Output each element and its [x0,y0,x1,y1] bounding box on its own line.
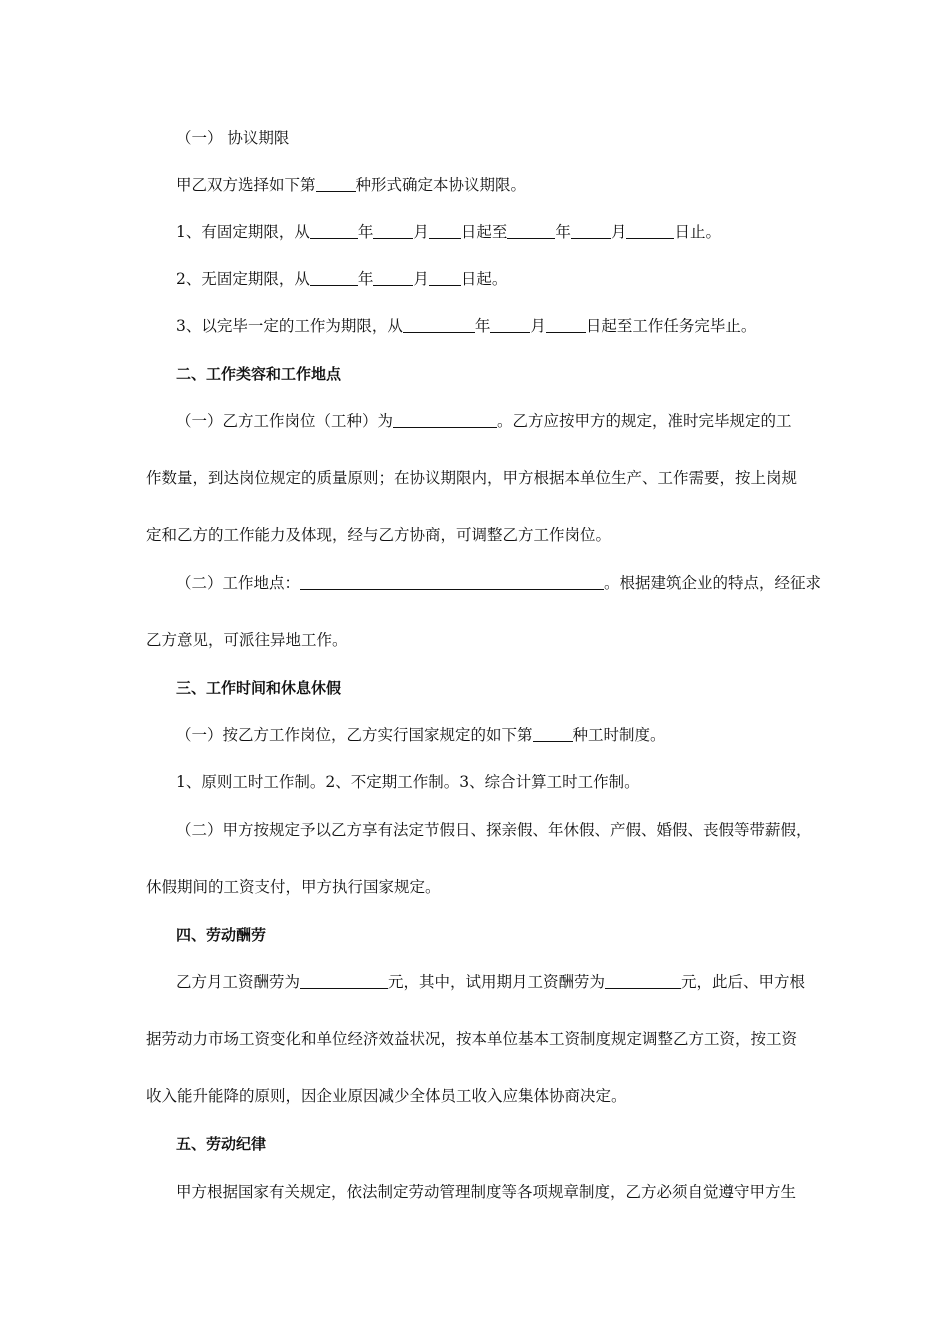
blank-line [310,222,358,239]
blank-line [626,222,674,239]
section-heading: 二、工作类容和工作地点 [176,365,342,383]
blank-line [605,972,681,989]
blank-line [300,573,604,590]
section-heading: 四、劳动酬劳 [176,926,267,944]
blank-line [429,222,461,239]
section-heading: 五、劳动纪律 [176,1135,267,1153]
paragraph-continuation: 休假期间的工资支付，甲方执行国家规定。 [146,878,441,896]
section-heading: 三、工作时间和休息休假 [176,679,342,697]
paragraph [176,127,289,149]
paragraph-continuation: 作数量，到达岗位规定的质量原则；在协议期限内，甲方根据本单位生产、工作需要，按上岗规 [146,469,798,487]
paragraph: 1、有固定期限，从 年 月 日起至 年 月 日止。 [176,223,721,241]
paragraph: （一）乙方工作岗位（工种）为 。乙方应按甲方的规定，准时完毕规定的工 [176,412,792,430]
paragraph: （一）按乙方工作岗位，乙方实行国家规定的如下第 种工时制度。 [176,726,666,744]
paragraph: 2、无固定期限，从 年 月 日起。 [176,270,508,288]
blank-line [373,222,413,239]
paragraph-continuation: 乙方意见，可派往异地工作。 [146,631,348,649]
paragraph: 3、以完毕一定的工作为期限，从 年 月 日起至工作任务完毕止。 [176,317,757,335]
paragraph: （二）工作地点： 。根据建筑企业的特点，经征求 [176,574,822,592]
paragraph: 甲乙双方选择如下第 种形式确定本协议期限。 [176,176,527,194]
blank-line [373,269,413,286]
blank-line [429,269,461,286]
blank-line [533,725,573,742]
blank-line [310,269,358,286]
blank-line [403,316,475,333]
blank-line [546,316,586,333]
paragraph-continuation: 收入能升能降的原则，因企业原因减少全体员工收入应集体协商决定。 [146,1087,627,1105]
blank-line [393,411,497,428]
section-title: （一） 协议期限 [176,129,290,147]
blank-line [316,175,356,192]
blank-line [507,222,555,239]
blank-line [490,316,530,333]
blank-line [571,222,611,239]
paragraph: （二）甲方按规定予以乙方享有法定节假日、探亲假、年休假、产假、婚假、丧假等带薪假， [176,821,812,839]
paragraph-continuation: 定和乙方的工作能力及体现，经与乙方协商，可调整乙方工作岗位。 [146,526,612,544]
blank-line [300,972,388,989]
paragraph: 乙方月工资酬劳为 元，其中，试用期月工资酬劳为 元，此后、甲方根 [176,973,806,991]
paragraph: 甲方根据国家有关规定，依法制定劳动管理制度等各项规章制度，乙方必须自觉遵守甲方生 [176,1183,797,1201]
paragraph-continuation: 据劳动力市场工资变化和单位经济效益状况，按本单位基本工资制度规定调整乙方工资，按工资 [146,1030,798,1048]
paragraph: 1、原则工时工作制。2、不定期工作制。3、综合计算工时工作制。 [176,773,640,791]
